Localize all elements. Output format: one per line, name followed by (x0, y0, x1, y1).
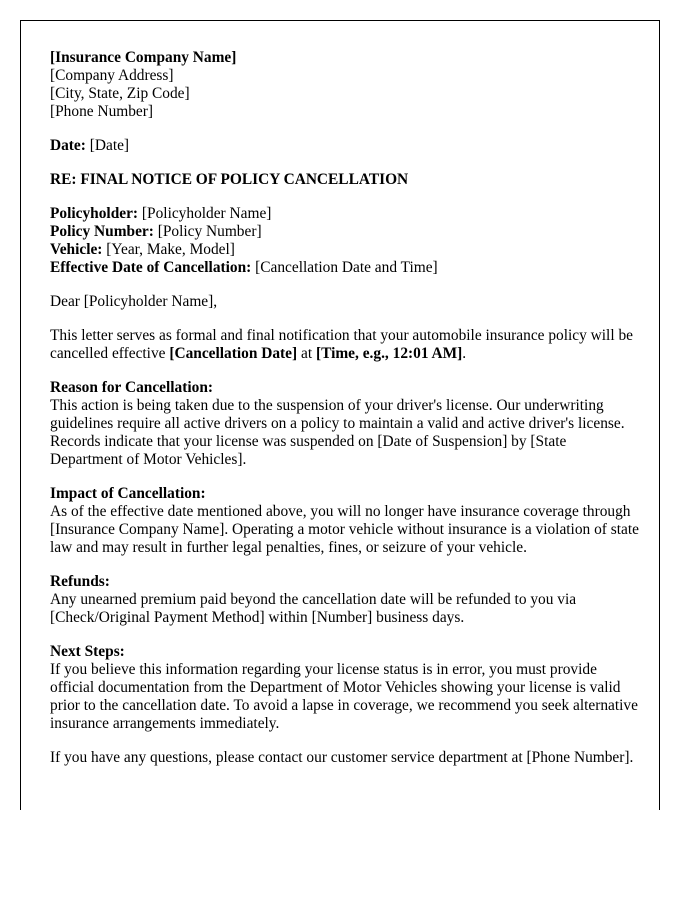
letter-page (20, 20, 660, 810)
effective-date-value: [Cancellation Date and Time] (251, 259, 438, 276)
refunds-heading: Refunds: (50, 573, 110, 590)
sender-city-state-zip: [City, State, Zip Code] (50, 85, 190, 102)
sender-address: [Company Address] (50, 67, 174, 84)
effective-date-label: Effective Date of Cancellation: (50, 259, 252, 276)
intro-paragraph (50, 327, 642, 363)
vehicle-value: [Year, Make, Model] (102, 241, 235, 258)
sender-block (50, 49, 642, 121)
policy-number-label: Policy Number: (50, 223, 154, 240)
reason-section (50, 379, 642, 469)
date-line (50, 137, 642, 155)
vehicle-label: Vehicle: (50, 241, 103, 258)
policyholder-value: [Policyholder Name] (138, 205, 272, 222)
intro-text-3: . (462, 345, 467, 362)
salutation: Dear [Policyholder Name], (50, 293, 218, 310)
date-value: [Date] (85, 137, 130, 154)
sender-company-name: [Insurance Company Name] (50, 49, 237, 66)
reason-heading: Reason for Cancellation: (50, 379, 214, 396)
effective-date-row (50, 259, 642, 277)
policy-info-block (50, 205, 642, 277)
policy-number-row (50, 223, 642, 241)
next-steps-section (50, 643, 642, 733)
closing-paragraph: If you have any questions, please contact our customer service department at [Phone Number]. (50, 749, 634, 766)
intro-text-2: at (297, 345, 316, 362)
next-steps-body: If you believe this information regarding your license status is in error, you must provide official documentation from the Department of Motor Vehicles showing your license is valid prior to the cancellation date. To avoid a lapse in coverage, we recommend you seek alternative insurance arrangements immediately. (50, 661, 638, 732)
next-steps-heading: Next Steps: (50, 643, 125, 660)
policyholder-row (50, 205, 642, 223)
vehicle-row (50, 241, 642, 259)
reason-body: This action is being taken due to the suspension of your driver's license. Our underwriting guidelines require all active drivers on a policy to maintain a valid and active driver's license. Records indicate that your license was suspended on [Date of Suspension] by [State Department of Motor Vehicles]. (50, 397, 625, 468)
refunds-body: Any unearned premium paid beyond the cancellation date will be refunded to you via [Check/Original Payment Method] within [Number] business days. (50, 591, 577, 626)
subject-line: RE: FINAL NOTICE OF POLICY CANCELLATION (50, 171, 409, 188)
policyholder-label: Policyholder: (50, 205, 139, 222)
intro-cancellation-time: [Time, e.g., 12:01 AM] (315, 345, 463, 362)
intro-text-1: This letter serves as formal and final notification that your automobile insurance policy will be cancelled effective (50, 327, 633, 362)
letter-content (50, 49, 642, 783)
impact-section (50, 485, 642, 557)
refunds-section (50, 573, 642, 627)
sender-phone: [Phone Number] (50, 103, 154, 120)
impact-body: As of the effective date mentioned above, you will no longer have insurance coverage through [Insurance Company Name]. Operating a motor vehicle without insurance is a violation of state law and may result in further legal penalties, fines, or seizure of your vehicle. (50, 503, 639, 556)
intro-cancellation-date: [Cancellation Date] (169, 345, 298, 362)
policy-number-value: [Policy Number] (153, 223, 262, 240)
date-label: Date: (50, 137, 86, 154)
impact-heading: Impact of Cancellation: (50, 485, 206, 502)
